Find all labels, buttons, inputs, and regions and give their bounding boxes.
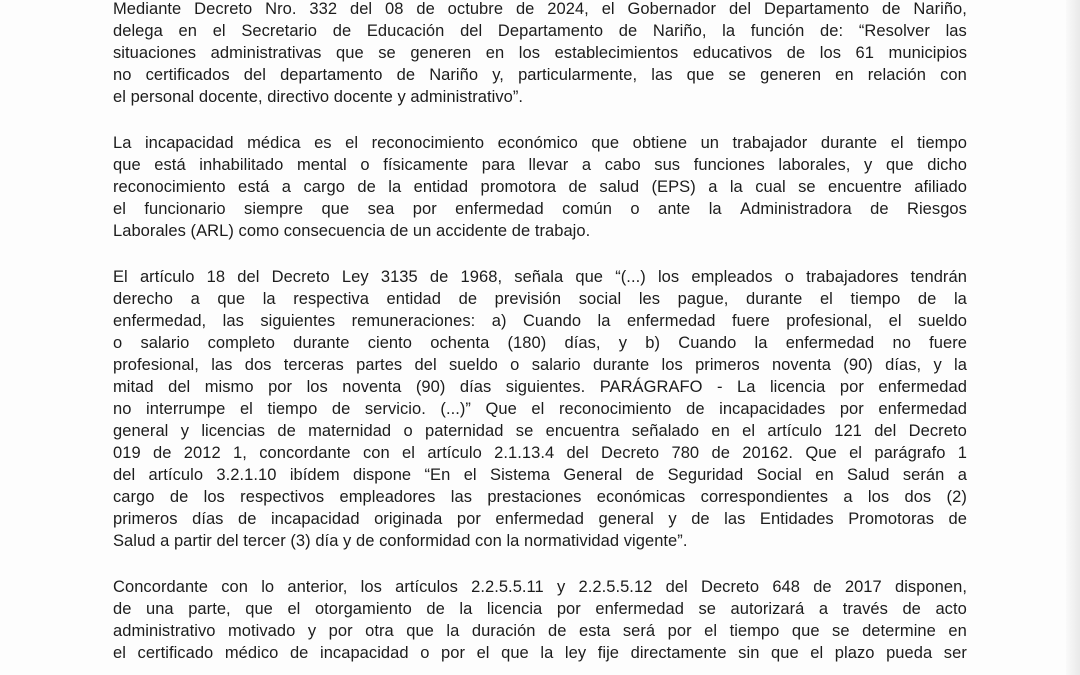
text-line: Concordante con lo anterior, los artículos 2.2.5.5.11 y 2.2.5.5.12 del Decreto 648 de 2017 disponen, xyxy=(113,578,967,596)
text-line: 019 de 2012 1, concordante con el artículo 2.1.13.4 del Decreto 780 de 20162. Que el parágrafo 1 xyxy=(113,444,967,462)
text-line: enfermedad, las siguientes remuneraciones: a) Cuando la enfermedad fuere profesional, el sueldo xyxy=(113,312,967,330)
text-line: derecho a que la respectiva entidad de previsión social les pague, durante el tiempo de la xyxy=(113,290,967,308)
text-line: que está inhabilitado mental o físicamente para llevar a cabo sus funciones laborales, y que dicho xyxy=(113,156,967,174)
paragraph-decreto-ley-3135 xyxy=(113,266,967,552)
text-line: o salario completo durante ciento ochenta (180) días, y b) Cuando la enfermedad no fuere xyxy=(113,334,967,352)
text-line: Mediante Decreto Nro. 332 del 08 de octubre de 2024, el Gobernador del Departamento de Nariño, xyxy=(113,0,967,18)
text-line: el funcionario siempre que sea por enfermedad común o ante la Administradora de Riesgos xyxy=(113,200,967,218)
text-line: La incapacidad médica es el reconocimiento económico que obtiene un trabajador durante el tiempo xyxy=(113,134,967,152)
text-line: Laborales (ARL) como consecuencia de un accidente de trabajo. xyxy=(113,222,591,240)
document-body xyxy=(113,0,967,675)
paragraph-incapacidad-medica xyxy=(113,132,967,242)
text-line: reconocimiento está a cargo de la entidad promotora de salud (EPS) a la cual se encuentre afiliado xyxy=(113,178,967,196)
text-line: profesional, las dos terceras partes del sueldo o salario durante los primeros noventa (90) días, y la xyxy=(113,356,967,374)
page-edge-shadow xyxy=(1066,0,1080,675)
text-line: general y licencias de maternidad o paternidad se encuentra señalado en el artículo 121 del Decreto xyxy=(113,422,967,440)
text-line: primeros días de incapacidad originada por enfermedad general y de las Entidades Promotoras de xyxy=(113,510,967,528)
text-line: situaciones administrativas que se generen en los establecimientos educativos de los 61 municipios xyxy=(113,44,967,62)
text-line: el personal docente, directivo docente y administrativo”. xyxy=(113,88,524,106)
text-line: cargo de los respectivos empleadores las prestaciones económicas correspondientes a los dos (2) xyxy=(113,488,967,506)
paragraph-decreto-332 xyxy=(113,0,967,108)
text-line: mitad del mismo por los noventa (90) días siguientes. PARÁGRAFO - La licencia por enfermedad xyxy=(113,378,967,396)
text-line: del artículo 3.2.1.10 ibídem dispone “En el Sistema General de Seguridad Social en Salud serán a xyxy=(113,466,967,484)
text-line: el certificado médico de incapacidad o por el que la ley fije directamente sin que el plazo pueda ser xyxy=(113,644,967,662)
text-line: no certificados del departamento de Nariño y, particularmente, las que se generen en relación con xyxy=(113,66,967,84)
text-line: delega en el Secretario de Educación del Departamento de Nariño, la función de: “Resolver las xyxy=(113,22,967,40)
text-line: Salud a partir del tercer (3) día y de conformidad con la normatividad vigente”. xyxy=(113,532,688,550)
text-line: El artículo 18 del Decreto Ley 3135 de 1968, señala que “(...) los empleados o trabajadores tendrán xyxy=(113,268,967,286)
paragraph-decreto-648 xyxy=(113,576,967,664)
text-line: de una parte, que el otorgamiento de la licencia por enfermedad se autorizará a través de acto xyxy=(113,600,967,618)
text-line: administrativo motivado y por otra que la duración de esta será por el tiempo que se determine en xyxy=(113,622,967,640)
text-line: no interrumpe el tiempo de servicio. (...)” Que el reconocimiento de incapacidades por enfermedad xyxy=(113,400,967,418)
